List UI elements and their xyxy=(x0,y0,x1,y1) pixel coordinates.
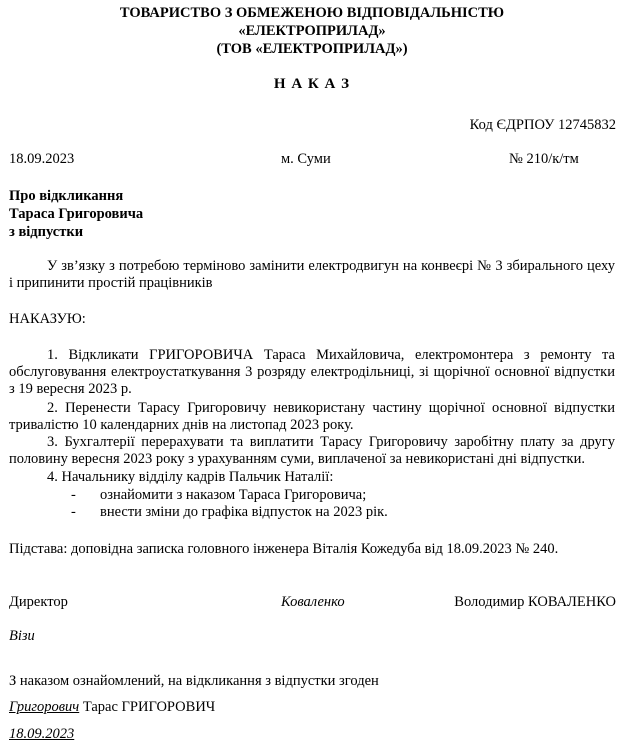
order-city: м. Суми xyxy=(281,151,331,167)
acknowledgement-text: З наказом ознайомлений, на відкликання з відпустки згоден xyxy=(9,673,379,689)
company-name-line2: «ЕЛЕКТРОПРИЛАД» xyxy=(238,23,386,39)
subject-line3: з відпустки xyxy=(9,224,84,240)
preamble-paragraph: У зв’язку з потребою терміново замінити електродвигун на конвеєрі № 3 збирального цеху і припинити простій працівників xyxy=(9,258,615,291)
subject-line2: Тараса Григоровича xyxy=(9,206,144,222)
basis-paragraph: Підстава: доповідна записка головного інженера Віталія Кожедуба від 18.09.2023 № 240. xyxy=(9,541,559,557)
employee-name: Тарас ГРИГОРОВИЧ xyxy=(82,699,216,715)
order-date: 18.09.2023 xyxy=(9,151,75,167)
company-name-line1: ТОВАРИСТВО З ОБМЕЖЕНОЮ ВІДПОВІДАЛЬНІСТЮ xyxy=(119,5,505,21)
company-name-short: (ТОВ «ЕЛЕКТРОПРИЛАД») xyxy=(216,41,408,57)
subitem-text: внести зміни до графіка відпусток на 2023 рік. xyxy=(100,504,388,520)
employee-signature: Григорович xyxy=(9,699,80,715)
employee-signature-line xyxy=(9,699,215,716)
order-item-4-subitem xyxy=(71,504,571,521)
director-name: Володимир КОВАЛЕНКО xyxy=(454,594,616,610)
order-number: № 210/к/тм xyxy=(509,151,579,167)
subject-line1: Про відкликання xyxy=(9,188,124,204)
subitem-text: ознайомити з наказом Тараса Григоровича; xyxy=(100,487,367,503)
list-dash: - xyxy=(71,487,76,503)
edrpou-code: Код ЄДРПОУ 12745832 xyxy=(469,117,616,133)
order-item-4: 4. Начальнику відділу кадрів Пальчик Наталії: xyxy=(47,469,334,485)
list-dash: - xyxy=(71,504,76,520)
visas-label: Візи xyxy=(9,628,35,644)
order-word: НАКАЗУЮ: xyxy=(9,311,86,327)
director-signature: Коваленко xyxy=(281,594,345,610)
order-item-3: 3. Бухгалтерії перерахувати та виплатити Тарасу Григоровичу заробітну плату за другу половину вересня 2023 року з урахуванням суми, виплаченої за невикористані дні відпустки. xyxy=(9,434,615,467)
document-type-title: Н А К А З xyxy=(273,76,351,92)
acknowledgement-date: 18.09.2023 xyxy=(9,726,75,742)
order-item-2: 2. Перенести Тарасу Григоровичу невикористану частину щорічної основної відпустки тривалістю 10 календарних днів на листопад 2023 року. xyxy=(9,400,615,433)
director-position: Директор xyxy=(9,594,68,610)
order-item-1: 1. Відкликати ГРИГОРОВИЧА Тараса Михайловича, електромонтера з ремонту та обслуговування електроустаткування 3 розряду електродільниці, зі щорічної основної відпустки з 19 вересня 2023 р. xyxy=(9,347,615,397)
order-item-4-subitem xyxy=(71,487,571,504)
